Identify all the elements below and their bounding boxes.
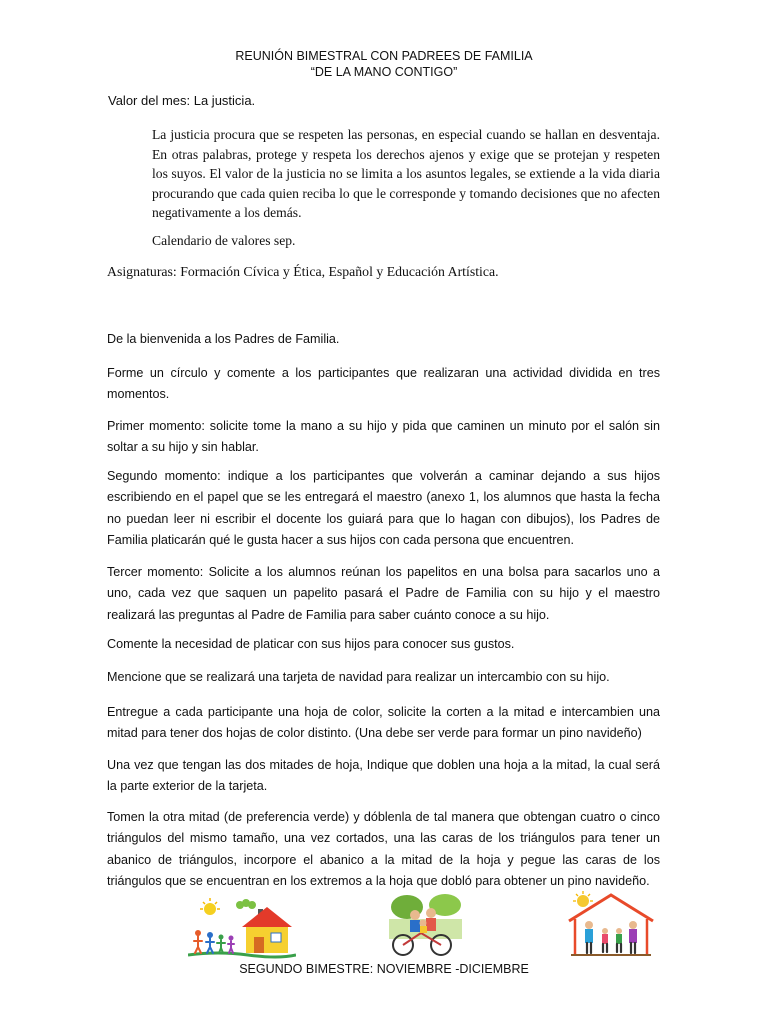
valor-del-mes: Valor del mes: La justicia. xyxy=(108,93,256,108)
document-subtitle: “DE LA MANO CONTIGO” xyxy=(310,65,458,79)
paragraph-10: Tomen la otra mitad (de preferencia verde) y dóblenla de tal manera que obtengan cuatro o cinco triángulos del mismo tamaño, una vez cortados, una las caras de los triángulos para tener un abanico de triángulos, incorpore el abanico a la mitad de la hoja y pegue las caras de los triángulos que se encuentran en los extremos a la hoja que dobló para obtener un pino navideño. xyxy=(107,810,660,889)
paragraph-2: Forme un círculo y comente a los participantes que realizaran una actividad dividida en tres momentos. xyxy=(107,366,660,402)
family-bicycle-image xyxy=(389,893,462,959)
asignaturas-line: Asignaturas: Formación Cívica y Ética, Español y Educación Artística. xyxy=(107,264,499,279)
paragraph-6: Comente la necesidad de platicar con sus hijos para conocer sus gustos. xyxy=(107,637,515,651)
paragraph-4: Segundo momento: indique a los participantes que volverán a caminar dejando a sus hijos escribiendo en el papel que se les entregará el maestro (anexo 1, los alumnos que hasta la fecha no puedan leer ni escribir el docente los guiará para que lo hagan con dibujos), los Padres de Familia platicarán qué le gusta hacer a sus hijos con cada persona que encuentren. xyxy=(107,469,660,548)
paragraph-5: Tercer momento: Solicite a los alumnos reúnan los papelitos en una bolsa para sacarlos uno a uno, cada vez que saquen un papelito pasará el Padre de Familia con su hijo y el maestro realizará las preguntas al Padre de Familia para saber cuánto conoce a su hijo. xyxy=(107,565,660,622)
paragraph-9: Una vez que tengan las dos mitades de hoja, Indique que doblen una hoja a la mitad, la cual será la parte exterior de la tarjeta. xyxy=(107,758,660,794)
justice-definition: La justicia procura que se respeten las personas, en especial cuando se hallan en desventaja. En otras palabras, protege y respeta los derechos ajenos y exige que se protejan y respeten los suyos. El valor de la justicia no se limita a los asuntos legales, se extiende a la vida diaria procurando que cada quien reciba lo que le corresponde y tomando decisiones que no afecten negativamente a los demás. xyxy=(152,127,660,221)
family-house-drawing-image xyxy=(188,897,296,961)
document-footer: SEGUNDO BIMESTRE: NOVIEMBRE -DICIEMBRE xyxy=(239,962,529,976)
paragraph-1: De la bienvenida a los Padres de Familia. xyxy=(107,332,340,346)
paragraph-7: Mencione que se realizará una tarjeta de navidad para realizar un intercambio con su hijo. xyxy=(107,670,610,684)
document-title: REUNIÓN BIMESTRAL CON PADREES DE FAMILIA xyxy=(235,49,533,63)
calendario-line: Calendario de valores sep. xyxy=(152,233,296,248)
paragraph-3: Primer momento: solicite tome la mano a su hijo y pida que caminen un minuto por el salón sin soltar a su hijo y sin hablar. xyxy=(107,419,660,455)
paragraph-8: Entregue a cada participante una hoja de color, solicite la corten a la mitad e intercambien una mitad para tener dos hojas de color distinto. (Una debe ser verde para formar un pino navideño) xyxy=(107,705,660,741)
family-house-drawing-image-2 xyxy=(567,891,655,961)
